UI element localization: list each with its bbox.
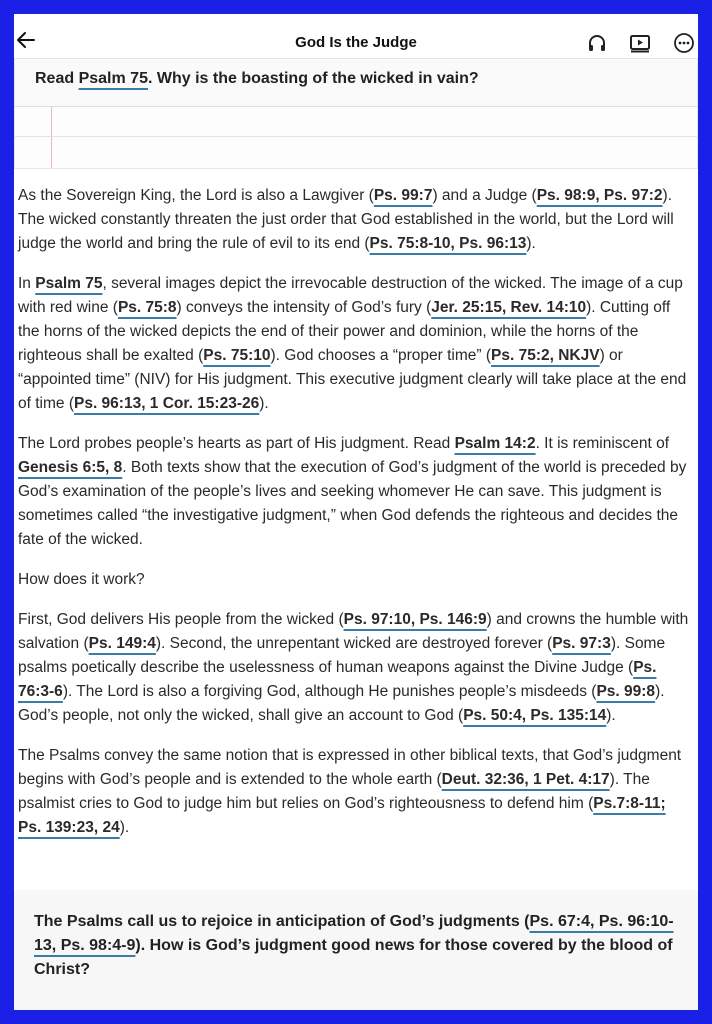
play-video-icon[interactable] <box>629 32 651 54</box>
body-text: ) and crowns the humble with salvation ( <box>18 611 689 652</box>
scripture-link[interactable]: Ps. 97:10, Ps. 146:9 <box>343 611 487 628</box>
headphones-icon[interactable] <box>586 32 608 54</box>
notes-input-area[interactable] <box>14 106 698 169</box>
body-text: ). <box>119 819 130 836</box>
scripture-link[interactable]: Ps. 97:3 <box>552 635 611 652</box>
question-card-top <box>14 58 698 107</box>
body-text: ). God’s people, not only the wicked, shall give an account to God ( <box>18 683 665 724</box>
body-text: First, God delivers His people from the wicked ( <box>18 611 344 628</box>
body-text: In <box>18 275 36 292</box>
question-text: Read Psalm 75. Why is the boasting of the wicked in vain? <box>35 70 479 87</box>
scripture-link[interactable]: Ps. 99:8 <box>596 683 656 700</box>
scripture-link[interactable]: Jer. 25:15, Rev. 14:10 <box>431 299 587 316</box>
body-text: ). The Lord is also a forgiving God, although He punishes people’s misdeeds ( <box>62 683 597 700</box>
body-text: ). Some psalms poetically describe the uselessness of human weapons against the Divine Judge ( <box>18 635 666 676</box>
page-title: God Is the Judge <box>295 34 417 51</box>
paragraph <box>18 272 692 416</box>
body-text: The Lord probes people’s hearts as part of His judgment. Read <box>18 435 455 452</box>
body-text: ). God chooses a “proper time” ( <box>270 347 492 364</box>
body-text: ) or “appointed time” (NIV) for His judgment. This executive judgment clearly will take place at the end of time ( <box>18 347 687 412</box>
paragraph <box>18 608 692 728</box>
scripture-link[interactable]: Psalm 75 <box>35 275 103 292</box>
scripture-link[interactable]: Ps.7:8-11; Ps. 139:23, 24 <box>18 795 666 836</box>
paragraph <box>18 568 692 592</box>
body-text: . It is reminiscent of <box>535 435 670 452</box>
body-text: ) and a Judge ( <box>432 187 537 204</box>
paragraph <box>18 184 692 256</box>
scripture-link[interactable]: Psalm 75 <box>78 70 148 87</box>
body-text: ). <box>526 235 536 252</box>
lesson-body <box>18 184 692 856</box>
body-text: ). How is God’s judgment good news for those covered by the blood of Christ? <box>34 937 673 978</box>
body-text: As the Sovereign King, the Lord is also a Lawgiver ( <box>18 187 374 204</box>
body-text: ). <box>259 395 269 412</box>
scripture-link[interactable]: Ps. 149:4 <box>88 635 156 652</box>
body-text: ). Second, the unrepentant wicked are destroyed forever ( <box>155 635 553 652</box>
body-text: The Psalms convey the same notion that is expressed in other biblical texts, that God’s judgment begins with God’s people and is extended to the whole earth ( <box>18 747 682 788</box>
body-text: ). Cutting off the horns of the wicked depicts the end of their power and dominion, while the horns of the righteous shall be exalted ( <box>18 299 671 364</box>
body-text: ). The psalmist cries to God to judge him but relies on God’s righteousness to defend him ( <box>18 771 650 812</box>
scripture-link[interactable]: Ps. 99:7 <box>373 187 433 204</box>
scripture-link[interactable]: Deut. 32:36, 1 Pet. 4:17 <box>441 771 610 788</box>
question-card-bottom <box>14 890 698 1010</box>
body-text: . Both texts show that the execution of God’s judgment of the world is preceded by God’s examination of the people’s lives and seeking whomever He can save. This judgment is sometimes called “the investigative judgment,” when God defends the righteous and decides the fate of the wicked. <box>18 459 687 548</box>
more-options-icon[interactable] <box>673 32 695 54</box>
scripture-link[interactable]: Ps. 75:10 <box>203 347 271 364</box>
scripture-link[interactable]: Ps. 75:8 <box>117 299 177 316</box>
body-text: ). <box>606 707 616 724</box>
scripture-link[interactable]: Ps. 75:8-10, Ps. 96:13 <box>369 235 527 252</box>
paragraph <box>18 744 692 840</box>
body-text: The Psalms call us to rejoice in anticipation of God’s judgments ( <box>34 913 530 930</box>
scripture-link[interactable]: Genesis 6:5, 8 <box>18 459 123 476</box>
scripture-link[interactable]: Ps. 96:13, 1 Cor. 15:23-26 <box>73 395 260 412</box>
lesson-screen <box>14 14 698 1010</box>
scripture-link[interactable]: Psalm 14:2 <box>454 435 536 452</box>
body-text: , several images depict the irrevocable destruction of the wicked. The image of a cup with red wine ( <box>18 275 683 316</box>
paragraph <box>18 432 692 552</box>
body-text: ). The wicked constantly threaten the just order that God established in the world, but the Lord will judge the world and bring the rule of evil to its end ( <box>18 187 674 252</box>
scripture-link[interactable]: Ps. 67:4, Ps. 96:10-13, Ps. 98:4-9 <box>34 913 674 954</box>
question-text <box>34 910 678 982</box>
scripture-link[interactable]: Ps. 98:9, Ps. 97:2 <box>536 187 663 204</box>
scripture-link[interactable]: Ps. 50:4, Ps. 135:14 <box>463 707 607 724</box>
scripture-link[interactable]: Ps. 76:3-6 <box>18 659 657 700</box>
body-text: How does it work? <box>18 571 145 588</box>
scripture-link[interactable]: Ps. 75:2, NKJV <box>491 347 600 364</box>
body-text: ) conveys the intensity of God’s fury ( <box>176 299 432 316</box>
